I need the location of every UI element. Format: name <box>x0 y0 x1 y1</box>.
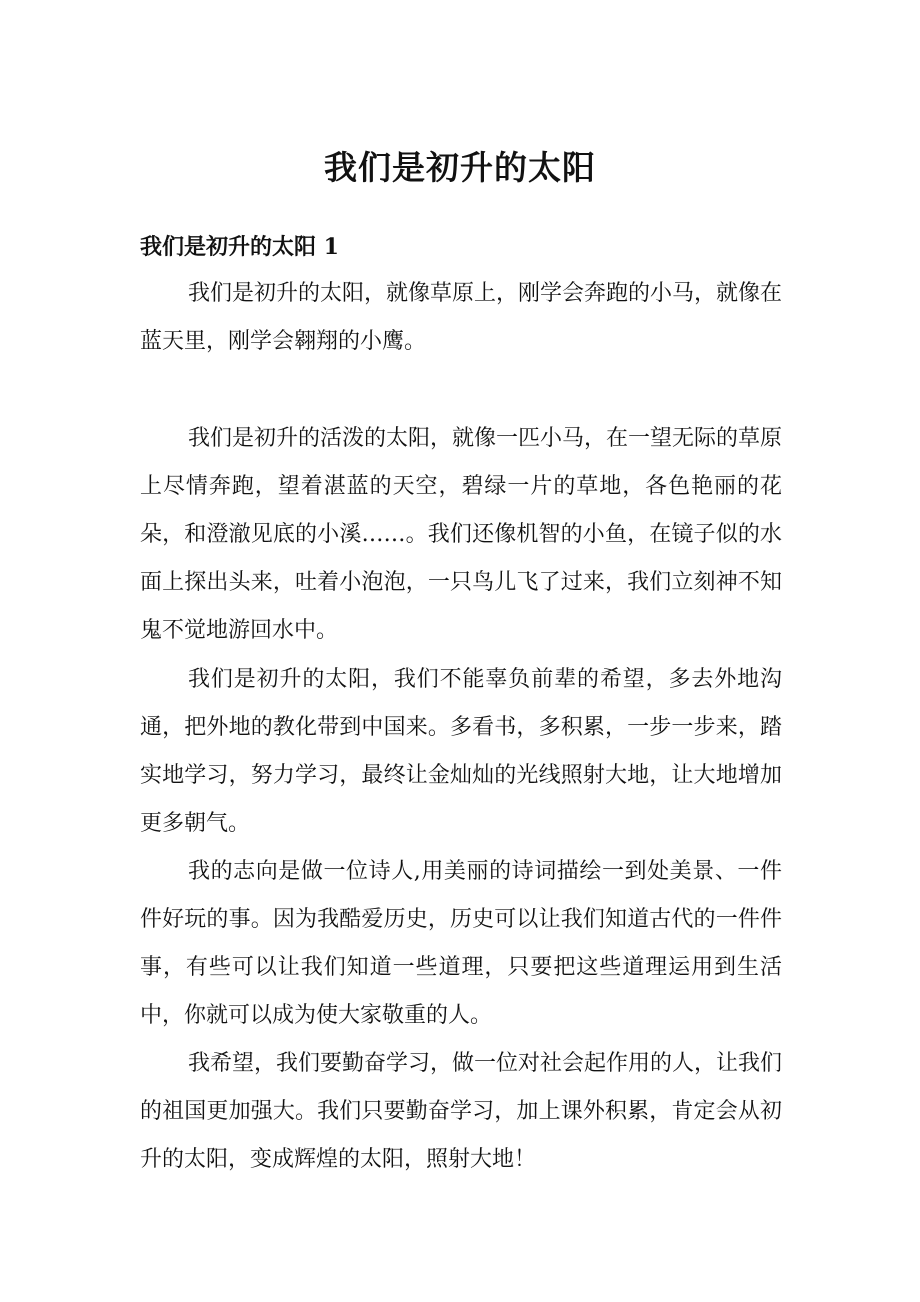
section-heading: 我们是初升的太阳 1 <box>140 234 339 260</box>
paragraph-4: 我的志向是做一位诗人,用美丽的诗词描绘一到处美景、一件件好玩的事。因为我酷爱历史，历史可以让我们知道古代的一件件事，有些可以让我们知道一些道理，只要把这些道理运用到生活中，你就可以成为使大家敬重的人。 <box>140 859 782 1028</box>
paragraph-3: 我们是初升的太阳，我们不能辜负前辈的希望，多去外地沟通，把外地的教化带到中国来。多看书，多积累，一步一步来，踏实地学习，努力学习，最终让金灿灿的光线照射大地，让大地增加更多朝气。 <box>140 667 782 836</box>
page-title: 我们是初升的太阳 <box>324 148 596 187</box>
paragraph-2: 我们是初升的活泼的太阳，就像一匹小马，在一望无际的草原上尽情奔跑，望着湛蓝的天空，碧绿一片的草地，各色艳丽的花朵，和澄澈见底的小溪……。我们还像机智的小鱼，在镜子似的水面上探出头来，吐着小泡泡，一只鸟儿飞了过来，我们立刻神不知鬼不觉地游回水中。 <box>140 426 783 643</box>
paragraph-5: 我希望，我们要勤奋学习，做一位对社会起作用的人，让我们的祖国更加强大。我们只要勤奋学习，加上课外积累，肯定会从初升的太阳，变成辉煌的太阳，照射大地！ <box>140 1051 783 1172</box>
paragraph-1: 我们是初升的太阳，就像草原上，刚学会奔跑的小马，就像在蓝天里，刚学会翱翔的小鹰。 <box>140 281 783 354</box>
